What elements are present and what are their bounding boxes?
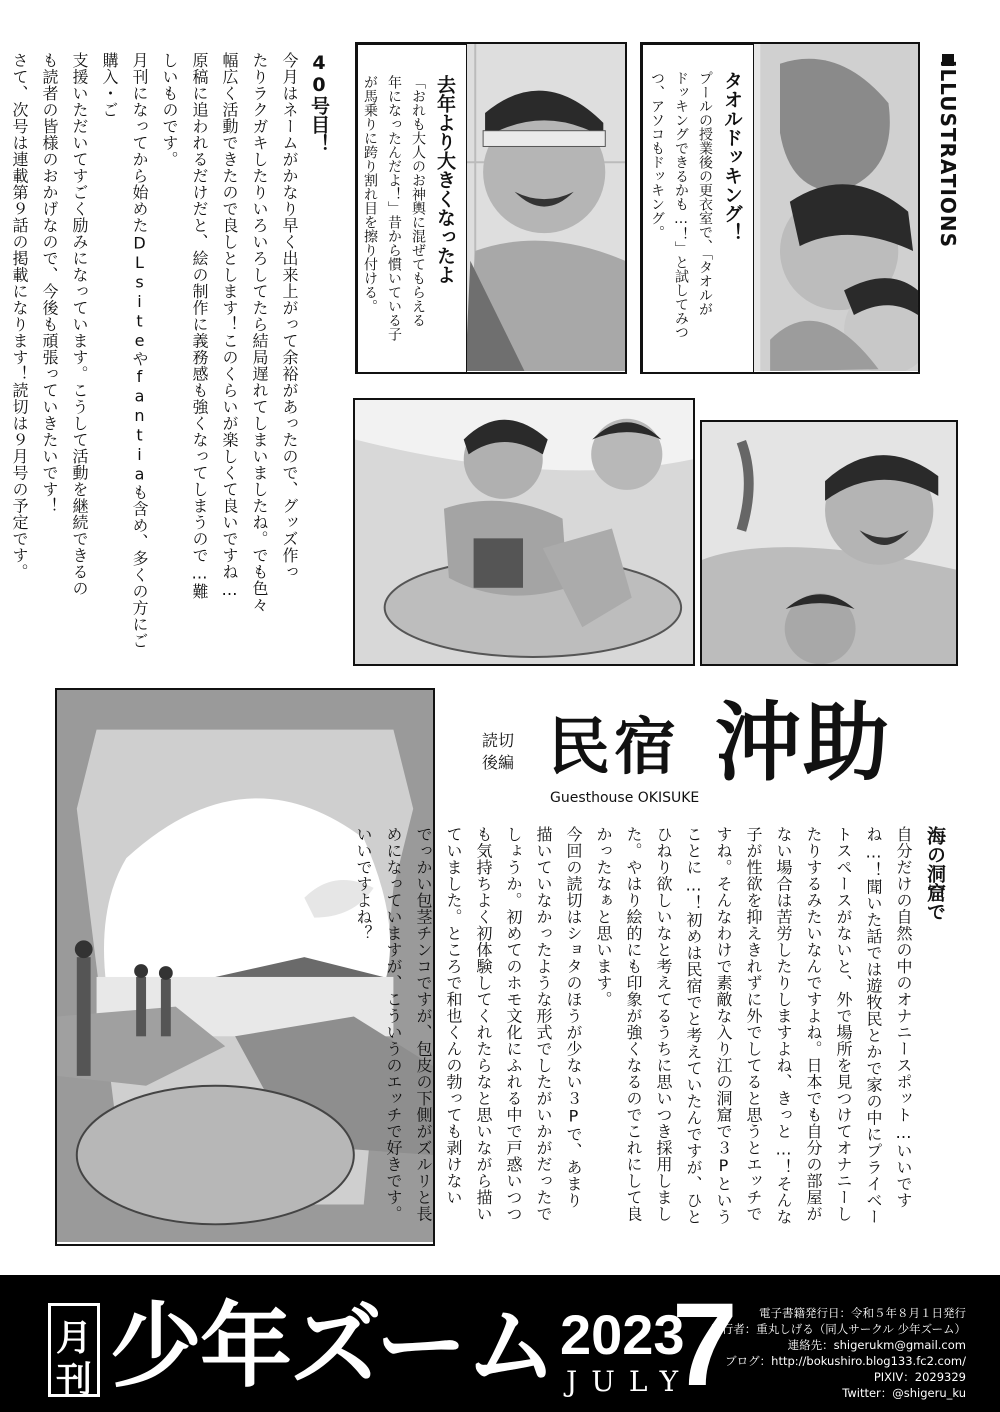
caption-title: タオルドッキング！ — [721, 71, 743, 242]
monthly-char-b: 刊 — [55, 1360, 92, 1401]
illustration-float-ring — [353, 398, 695, 666]
credits — [710, 1305, 966, 1401]
credit-pixiv: PIXIV：2029329 — [873, 1370, 966, 1384]
column-left-heading: 40号目！ — [308, 52, 330, 153]
issue-month-en: JULY — [566, 1365, 693, 1398]
magazine-footer — [0, 1275, 1000, 1412]
caption-title: 去年より大きくなったよ — [434, 75, 456, 284]
illustration-splash — [700, 420, 958, 666]
column-right-body: 自分だけの自然の中のオナニースポット…いいです ね…！聞いた話では遊牧民とかで家の中にプライベー トスペースがないと、外で場所を見つけてオナニーし たりするみたいなんですよね。日本でも自分の部屋が ない場合は苦労したりしますよね、きっと…！そんな 子が性欲を抑えきれずに外でしてると思うとエッチで すね。そんなわけで素敵な入り江の洞窟で３Pという ことに…！初めは民宿でと考えていたんですが、ひと ひねり欲しいなと考えてるうちに思いつき採用しまし た。やはり絵的にも印象が強くなるのでこれにして良 かったなぁと思います。 今回の読切はショタのほうが少ない３Pで、あまり 描いていなかったような形式でしたがいかがだったで しょうか。初めてのホモ文化にふれる中で戸惑いつつ も気持ちよく初体験してくれたらなと思いながら描い ていました。ところで和也くんの勃っても剥けない でっかい包茎チンコですが、包皮の下側がズルリと長 めになっていますが、こういうのエッチで好きです。 いいですよね？ — [354, 826, 913, 1225]
magazine-title: 少年ズーム — [110, 1293, 556, 1400]
column-left-body: 今月はネームがかなり早く出来上がって余裕があったので、グッズ作っ たりラクガキしたりいろいろしてたら結局遅れてしまいましたね。でも色々 幅広く活動できたので良しとします！このくらいが楽しくて良いですね… 原稿に追われるだけだと、絵の制作に義務感も強くなってしまうので…難 しいものです。 月刊になってから始めたDLsiteやfantiaも含め、多くの方にご購入・ご 支援いただいてすごく励みになっています。こうして活動を継続できるの も読者の皆様のおかげなので、今後も頑張っていきたいです！ さて、次号は連載第９話の掲載になります！読切は９月号の予定です。 — [10, 52, 299, 649]
credit-contact: 連絡先：shigerukm@gmail.com — [787, 1338, 966, 1352]
credit-publisher: 発行者：重丸しげる（同人サークル 少年ズーム） — [710, 1322, 966, 1336]
story-tag-line2: 後編 — [482, 753, 515, 772]
section-label: ILLUSTRATIONS — [936, 60, 960, 249]
credit-twitter: Twitter：@shigeru_ku — [842, 1386, 966, 1400]
story-subtitle: Guesthouse OKISUKE — [550, 790, 700, 806]
credit-blog: ブログ：http://bokushiro.blog133.fc2.com/ — [725, 1354, 966, 1368]
monthly-badge — [48, 1303, 100, 1401]
illustration-splash-art — [702, 422, 956, 664]
illustration-sea-cave-art — [57, 690, 433, 1242]
monthly-char-a: 月 — [55, 1318, 92, 1359]
issue-month-number: 7 — [672, 1279, 738, 1411]
illustration-towel-docking — [640, 42, 920, 374]
story-tag-line1: 読切 — [482, 731, 515, 750]
story-title-b: 沖助 — [715, 692, 891, 793]
story-title-a: 民宿 — [548, 710, 681, 783]
column-right-heading: 海の洞窟で — [924, 826, 946, 921]
credit-publish-date: 電子書籍発行日：令和５年８月１日発行 — [759, 1306, 966, 1320]
illustration-float-ring-art — [355, 400, 693, 665]
issue-year: 2023 — [560, 1303, 685, 1366]
story-tag — [482, 730, 514, 774]
caption-body: 「おれも大人のお神輿に混ぜてもらえる 年になったんだよ！」昔から慣いている子 が馬乗りに跨り割れ目を擦り付ける。 — [362, 75, 426, 341]
caption-box — [642, 44, 754, 374]
caption-body: プールの授業後の更衣室で、「タオルが ドッキングできるかも…！」と試してみつ つ、アソコもドッキング。 — [649, 71, 713, 339]
caption-box — [357, 44, 467, 374]
illustration-bigger-than-last-year — [355, 42, 627, 374]
